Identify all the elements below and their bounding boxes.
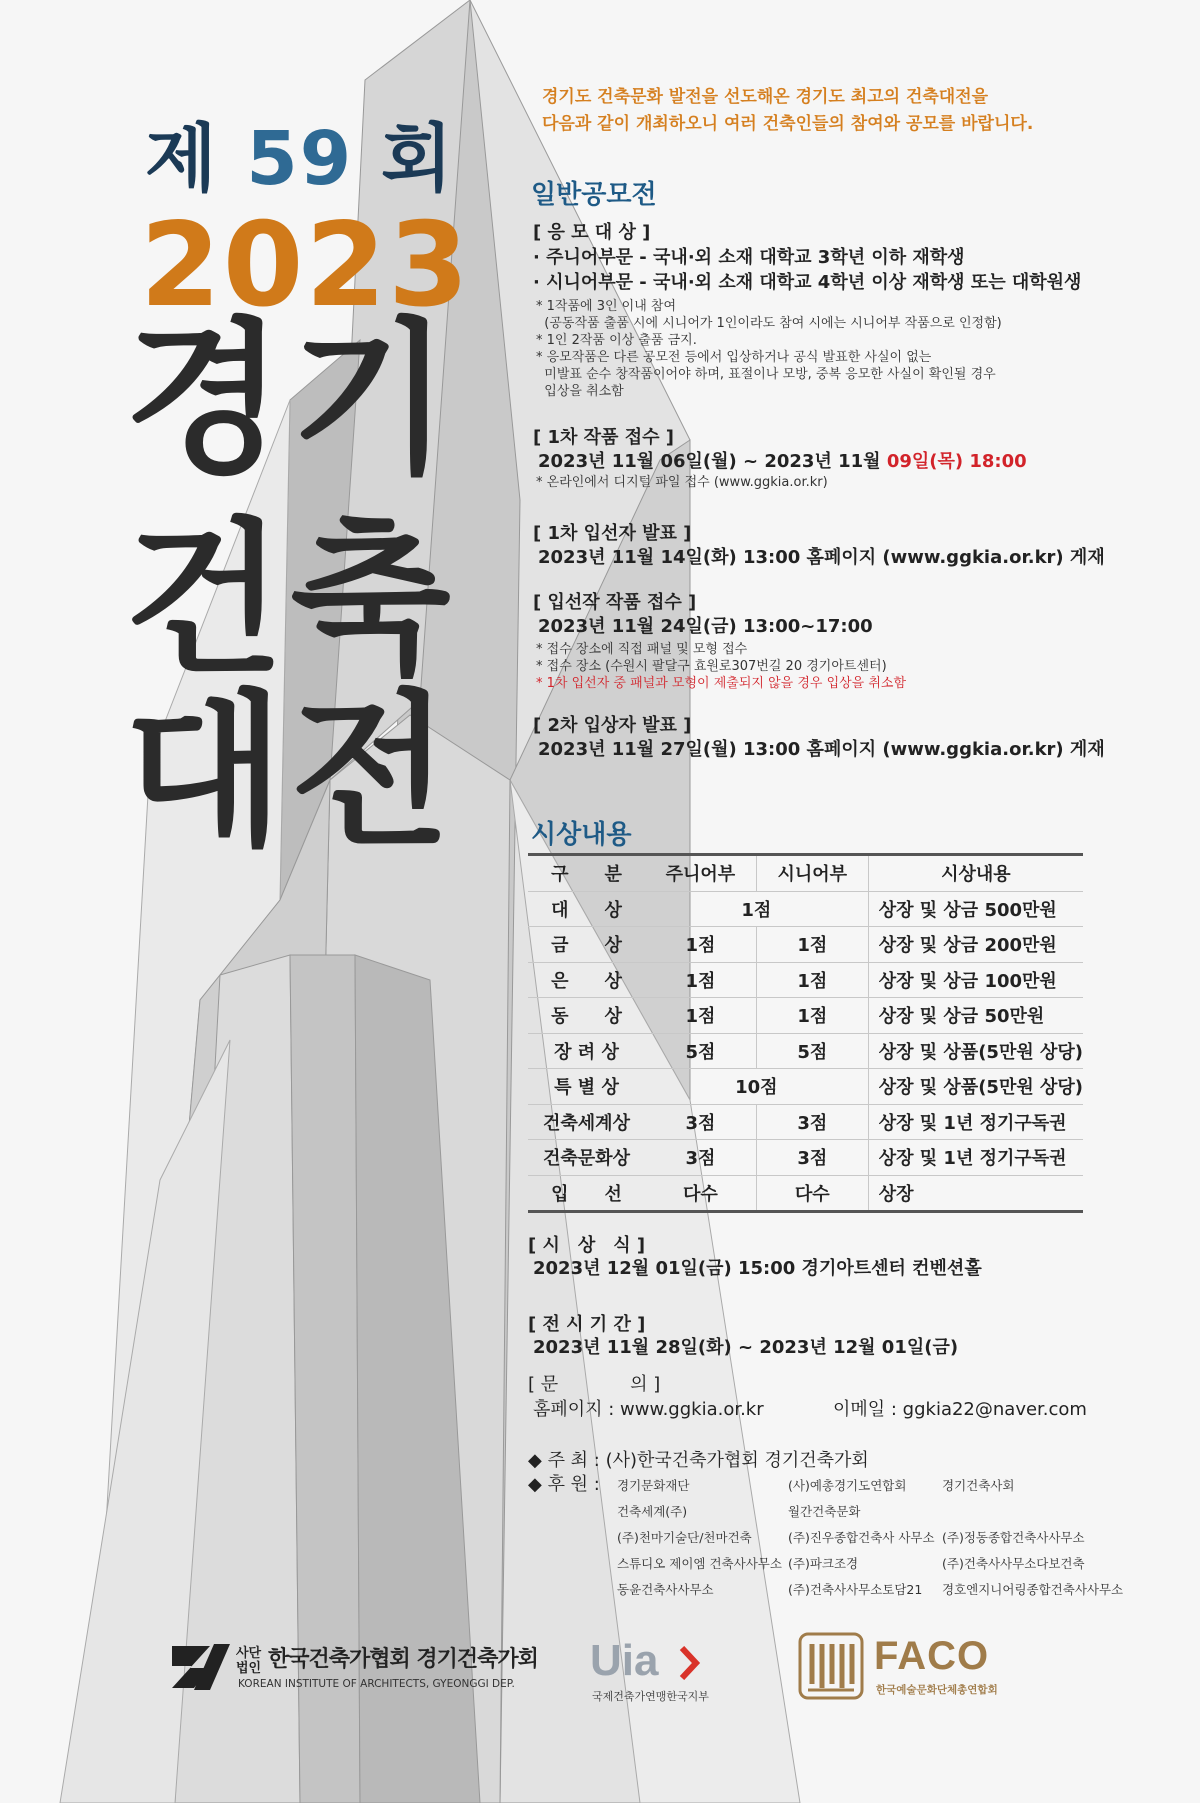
kia-name: 한국건축가협회 경기건축가회: [268, 1647, 538, 1672]
faco-logo: [798, 1630, 1028, 1706]
award-count-senior: 3점: [756, 1140, 868, 1176]
edition-title: [145, 100, 454, 206]
contact-header: [ 문 의 ]: [528, 1374, 661, 1395]
sponsors-col-1: [617, 1476, 782, 1606]
title-line-1: 경기: [124, 304, 457, 497]
kia-english: KOREAN INSTITUTE OF ARCHITECTS, GYEONGGI DEP.: [238, 1678, 515, 1690]
edition-number: 59: [246, 116, 354, 202]
awards-row: [528, 1069, 1083, 1105]
target-notes: [536, 298, 1002, 400]
first-submit-note: * 온라인에서 디지털 파일 접수 (www.ggkia.or.kr): [536, 475, 828, 490]
target-note: 미발표 순수 창작품이어야 하며, 표절이나 모방, 중복 응모한 사실이 확인될 경우: [536, 367, 996, 382]
award-category: 특 별 상: [528, 1069, 645, 1105]
award-category: 동 상: [528, 998, 645, 1034]
kia-prefix-bottom: 법인: [236, 1661, 262, 1676]
header-prize: 시상내용: [868, 855, 1083, 892]
selected-note: * 접수 장소에 직접 패널 및 모형 접수: [536, 642, 748, 657]
first-submit-date: [538, 447, 1027, 473]
first-result-line: 2023년 11월 14일(화) 13:00 홈페이지 (www.ggkia.or.kr) 게재: [538, 547, 1105, 568]
award-prize: 상장 및 상금 500만원: [868, 891, 1083, 927]
first-submit-deadline: 09일(목) 18:00: [886, 451, 1027, 472]
award-prize: 상장 및 상금 100만원: [868, 962, 1083, 998]
uia-chevron-icon: [678, 1646, 702, 1680]
award-count-senior: 1점: [756, 962, 868, 998]
sponsor-item: 경기건축사회: [942, 1478, 1015, 1493]
target-note: 입상을 취소함: [536, 384, 624, 399]
faco-emblem-icon: [798, 1632, 864, 1700]
awards-table: [528, 853, 1083, 1213]
sponsor-item: (주)정동종합건축사사무소: [942, 1530, 1085, 1545]
sponsor-item: (주)진우종합건축사 사무소: [788, 1530, 935, 1545]
awards-header-row: [528, 855, 1083, 892]
sponsor-item: [942, 1502, 1123, 1528]
award-prize: 상장: [868, 1175, 1083, 1212]
exhibition-line: 2023년 11월 28일(화) ~ 2023년 12월 01일(금): [533, 1337, 959, 1358]
awards-body: [528, 891, 1083, 1212]
sponsor-item: (주)천마기술단/천마건축: [617, 1530, 752, 1545]
award-category: 건축문화상: [528, 1140, 645, 1176]
award-count-junior: 다수: [645, 1175, 756, 1212]
target-note: * 1인 2작품 이상 출품 금지.: [536, 333, 697, 348]
host-line: ◆ 주 최 : (사)한국건축가협회 경기건축가회: [528, 1450, 869, 1471]
intro-text: [542, 84, 1162, 138]
award-count-senior: 5점: [756, 1033, 868, 1069]
sponsor-item: (주)건축사사무소다보건축: [942, 1556, 1085, 1571]
awards-row: [528, 891, 1083, 927]
uia-logo: [588, 1636, 738, 1706]
target-junior: · 주니어부문 - 국내·외 소재 대학교 3학년 이하 재학생: [533, 247, 965, 268]
award-prize: 상장 및 1년 정기구독권: [868, 1140, 1083, 1176]
uia-mark: Uia: [590, 1636, 659, 1685]
award-category: 대 상: [528, 891, 645, 927]
sponsor-item: (주)파크조경: [788, 1556, 859, 1571]
awards-row: [528, 962, 1083, 998]
sponsor-item: 건축세계(주): [617, 1504, 688, 1519]
ceremony-line: 2023년 12월 01일(금) 15:00 경기아트센터 컨벤션홀: [533, 1258, 982, 1279]
second-result-header: [ 2차 입상자 발표 ]: [533, 715, 692, 736]
award-count-senior: 3점: [756, 1104, 868, 1140]
awards-row: [528, 1175, 1083, 1212]
selected-note: * 접수 장소 (수원시 팔달구 효원로307번길 20 경기아트센터): [536, 659, 887, 674]
target-senior: · 시니어부문 - 국내·외 소재 대학교 4학년 이상 재학생 또는 대학원생: [533, 272, 1082, 293]
general-section-title: 일반공모전: [531, 180, 657, 210]
first-submit-header: [ 1차 작품 접수 ]: [533, 427, 674, 448]
kia-prefix: [236, 1646, 261, 1676]
edition-prefix: 제: [145, 116, 219, 202]
award-count-merged: 1점: [645, 891, 868, 927]
award-prize: 상장 및 1년 정기구독권: [868, 1104, 1083, 1140]
award-category: 금 상: [528, 927, 645, 963]
award-prize: 상장 및 상품(5만원 상당): [868, 1033, 1083, 1069]
title-line-3: 대전: [124, 676, 457, 869]
awards-section-title: 시상내용: [531, 820, 632, 850]
awards-row: [528, 1104, 1083, 1140]
award-count-junior: 3점: [645, 1104, 756, 1140]
intro-line-2: 다음과 같이 개최하오니 여러 건축인들의 참여와 공모를 바랍니다.: [542, 114, 1034, 134]
award-category: 건축세계상: [528, 1104, 645, 1140]
award-count-merged: 10점: [645, 1069, 868, 1105]
exhibition-header: [ 전 시 기 간 ]: [528, 1314, 646, 1335]
selected-submit-line: 2023년 11월 24일(금) 13:00~17:00: [538, 616, 873, 637]
header-junior: 주니어부: [645, 855, 756, 892]
first-result-header: [ 1차 입선자 발표 ]: [533, 523, 692, 544]
selected-notes: [536, 641, 906, 692]
uia-caption: 국제건축가연맹한국지부: [592, 1690, 709, 1703]
first-submit-date-start: 2023년 11월 06일(월) ~ 2023년 11월: [538, 451, 887, 472]
edition-suffix: 회: [381, 116, 455, 202]
awards-row: [528, 1140, 1083, 1176]
award-prize: 상장 및 상금 200만원: [868, 927, 1083, 963]
second-result-line: 2023년 11월 27일(월) 13:00 홈페이지 (www.ggkia.or.kr) 게재: [538, 739, 1105, 760]
award-category: 은 상: [528, 962, 645, 998]
award-count-junior: 5점: [645, 1033, 756, 1069]
selected-note-warning: * 1차 입선자 중 패널과 모형이 제출되지 않을 경우 입상을 취소함: [536, 676, 907, 691]
award-count-junior: 1점: [645, 927, 756, 963]
award-count-junior: 3점: [645, 1140, 756, 1176]
award-count-senior: 1점: [756, 998, 868, 1034]
sponsors-col-3: [942, 1476, 1123, 1606]
sponsor-item: (주)건축사사무소토담21: [788, 1582, 923, 1597]
header-senior: 시니어부: [756, 855, 868, 892]
sponsor-item: 경호엔지니어링종합건축사사무소: [942, 1582, 1124, 1597]
header-category: 구 분: [528, 855, 645, 892]
sponsor-item: 스튜디오 제이엠 건축사사무소: [617, 1556, 782, 1571]
contact-homepage: 홈페이지 : www.ggkia.or.kr: [533, 1399, 764, 1420]
awards-row: [528, 998, 1083, 1034]
sponsor-label: ◆ 후 원 :: [528, 1474, 600, 1495]
award-count-senior: 1점: [756, 927, 868, 963]
ceremony-header: [ 시 상 식 ]: [528, 1235, 646, 1256]
awards-row: [528, 1033, 1083, 1069]
sponsor-item: 월간건축문화: [788, 1504, 861, 1519]
target-header: [ 응 모 대 상 ]: [533, 222, 651, 243]
target-note: * 1작품에 3인 이내 참여: [536, 299, 677, 314]
award-category: 장 려 상: [528, 1033, 645, 1069]
award-count-senior: 다수: [756, 1175, 868, 1212]
award-prize: 상장 및 상품(5만원 상당): [868, 1069, 1083, 1105]
contact-email: 이메일 : ggkia22@naver.com: [833, 1399, 1087, 1420]
award-prize: 상장 및 상금 50만원: [868, 998, 1083, 1034]
award-count-junior: 1점: [645, 998, 756, 1034]
year-title: 2023: [140, 198, 471, 333]
target-note: * 응모작품은 다른 공모전 등에서 입상하거나 공식 발표한 사실이 없는: [536, 350, 932, 365]
faco-caption: 한국예술문화단체총연합회: [876, 1684, 998, 1696]
sponsor-item: (사)예총경기도연합회: [788, 1478, 907, 1493]
award-count-junior: 1점: [645, 962, 756, 998]
faco-mark: FACO: [874, 1634, 990, 1678]
awards-row: [528, 927, 1083, 963]
target-note: (공동작품 출품 시에 시니어가 1인이라도 참여 시에는 시니어부 작품으로 인정함): [536, 316, 1002, 331]
sponsor-item: 동윤건축사사무소: [617, 1582, 714, 1597]
kia-prefix-top: 사단: [236, 1646, 262, 1661]
selected-submit-header: [ 입선작 작품 접수 ]: [533, 592, 697, 613]
intro-line-1: 경기도 건축문화 발전을 선도해온 경기도 최고의 건축대전을: [542, 87, 989, 107]
kia-logo: [170, 1638, 538, 1698]
kia-emblem-icon: [170, 1642, 232, 1692]
sponsor-item: 경기문화재단: [617, 1478, 690, 1493]
award-category: 입 선: [528, 1175, 645, 1212]
sponsors-col-2: [788, 1476, 935, 1606]
title-line-2: 건축: [124, 504, 457, 697]
